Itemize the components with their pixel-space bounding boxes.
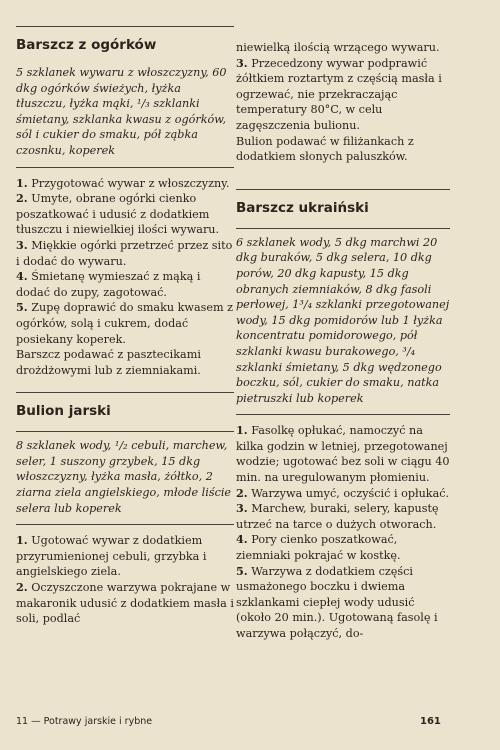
ingredients-list: 5 szklanek wywaru z włoszczyzny, 60 dkg ogórków świeżych, łyżka tłuszczu, łyżka mąki, ¹/₃ szklanki śmietany, szklanka kwasu z ogórków, sól i cukier do smaku, pół ząbka czosnku, koperek <box>16 66 227 157</box>
recipe-bulion-jarski <box>16 392 234 627</box>
step-text: Zupę doprawić do smaku kwasem z ogórków, solą i cukrem, dodać posiekany koperek. <box>16 301 234 346</box>
steps-list <box>16 176 234 379</box>
page-number: 161 <box>420 716 441 727</box>
step-number: 3. <box>236 501 248 516</box>
recipe-title: Bulion jarski <box>16 403 111 420</box>
step <box>236 486 450 502</box>
step-text: Umyte, obrane ogórki cienko poszatkować i udusić z dodatkiem tłuszczu i niewielkiej ilości wywaru. <box>16 192 220 237</box>
step <box>16 300 234 347</box>
step <box>16 580 234 627</box>
step <box>236 564 450 642</box>
section-rule <box>236 189 450 190</box>
step-text: Marchew, buraki, selery, kapustę utrzeć na tarce o dużych otworach. <box>236 502 439 531</box>
step-text: Ugotować wywar z dodatkiem przyrumienionej cebuli, grzybka i angielskiego ziela. <box>16 534 207 579</box>
serving-note: Bulion podawać w filiżankach z dodatkiem słonych paluszków. <box>236 134 414 164</box>
steps-list <box>236 423 450 641</box>
steps-list <box>16 533 234 627</box>
step-text: Miękkie ogórki przetrzeć przez sito i dodać do wywaru. <box>16 238 233 268</box>
serving-note: Barszcz podawać z pasztecikami drożdżowymi lub z ziemniakami. <box>16 348 201 377</box>
step-text: Fasolkę opłukać, namoczyć na kilka godzin w letniej, przegotowanej wodzie; ugotować bez soli w ciągu 40 min. na uregulowanym płomieniu. <box>236 424 450 485</box>
step-number: 2. <box>236 485 248 500</box>
right-column <box>236 40 450 642</box>
step-number: 3. <box>236 55 248 70</box>
step-text: Przygotować wywar z włoszczyzny. <box>31 176 230 190</box>
step-text: Pory cienko poszatkować, ziemniaki pokrajać w kostkę. <box>236 533 401 563</box>
step <box>236 501 450 532</box>
step <box>236 56 450 134</box>
step-text: Przecedzony wywar podprawić żółtkiem roztartym z częścią masła i ogrzewać, nie przekraczając temperatury 80°C, w celu zagęszczenia bulionu. <box>236 56 442 132</box>
step-number: 4. <box>16 269 28 284</box>
recipe-barszcz-ukrainski <box>236 189 450 642</box>
recipe-barszcz-z-ogorkow <box>16 26 234 378</box>
steps-list-continued <box>236 40 450 165</box>
recipe-title: Barszcz z ogórków <box>16 37 157 53</box>
step-number: 1. <box>236 423 248 438</box>
step <box>16 176 234 192</box>
step-text: Śmietanę wymieszać z mąką i dodać do zupy, zagotować. <box>16 270 201 299</box>
step-text: Warzywa z dodatkiem części usmażonego boczku i dwiema szklankami ciepłej wody udusić (około 20 min.). Ugotowaną fasolę i warzywa połączyć, do- <box>236 564 438 640</box>
step <box>236 40 450 56</box>
step <box>16 238 234 269</box>
step-text: Oczyszczone warzywa pokrajane w makaronik udusić z dodatkiem masła i soli, podlać <box>16 581 234 626</box>
step-number: 2. <box>16 191 28 206</box>
step <box>16 269 234 300</box>
ingredients-list: 8 szklanek wody, ¹/₂ cebuli, marchew, seler, 1 suszony grzybek, 15 dkg włoszczyzny, łyżka masła, żółtko, 2 ziarna ziela angielskiego, młode liście selera lub koperek <box>16 439 232 515</box>
step-text: niewielką ilością wrzącego wywaru. <box>236 41 440 54</box>
step <box>16 191 234 238</box>
section-rule <box>16 392 234 393</box>
step <box>16 533 234 580</box>
step-number: 3. <box>16 237 28 252</box>
step-number: 4. <box>236 532 248 547</box>
step <box>236 532 450 563</box>
left-column <box>16 26 234 627</box>
step-number: 1. <box>16 533 28 548</box>
step-text: Warzywa umyć, oczyścić i opłukać. <box>251 486 450 500</box>
step <box>236 423 450 485</box>
step-number: 5. <box>236 563 248 578</box>
step-number: 2. <box>16 580 28 595</box>
section-rule <box>16 26 234 27</box>
step-number: 1. <box>16 175 28 190</box>
footer-chapter: 11 — Potrawy jarskie i rybne <box>16 716 153 727</box>
recipe-title: Barszcz ukraiński <box>236 199 369 216</box>
ingredients-list: 6 szklanek wody, 5 dkg marchwi 20 dkg buraków, 5 dkg selera, 10 dkg porów, 20 dkg kapusty, 15 dkg obranych ziemniaków, 8 dkg fasoli perłowej, 1³/₄ szklanki przegotowanej wody, 15 dkg pomidorów lub 1 łyżka koncentratu pomidorowego, pół szklanki kwasu burakowego, ³/₄ szklanki śmietany, 5 dkg wędzonego boczku, sól, cukier do smaku, natka pietruszki lub koperek <box>236 235 450 405</box>
step-number: 5. <box>16 300 28 315</box>
